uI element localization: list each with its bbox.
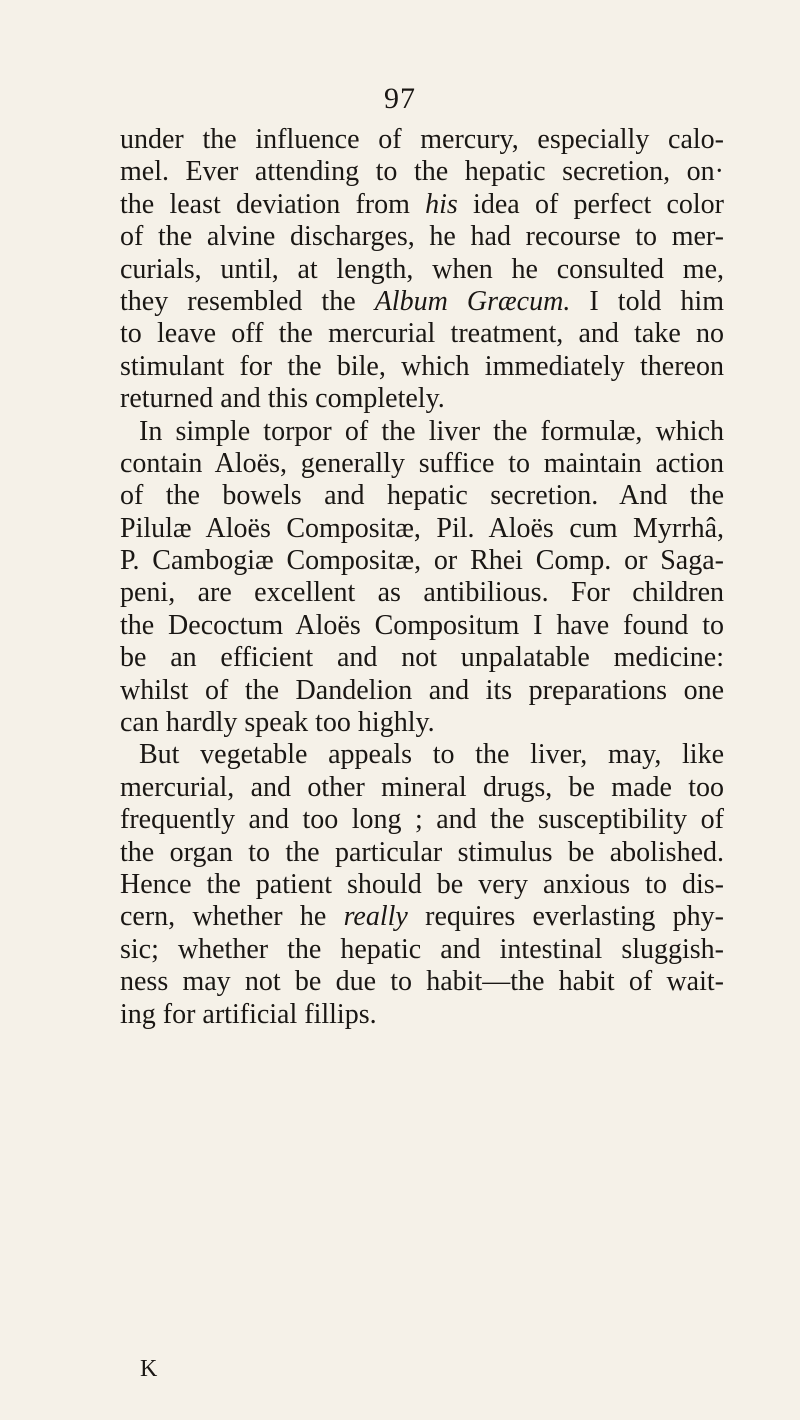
text-run: ness may not be due to habit—the habit of wait- [120, 966, 724, 998]
text-run: under the influence of mercury, especially calo- [120, 124, 724, 155]
text-run: of the bowels and hepatic secretion. And the [120, 480, 724, 512]
text-line [120, 804, 724, 836]
text-line [120, 416, 724, 448]
text-run: be an efficient and not unpalatable medicine: [120, 642, 724, 674]
text-line [120, 999, 724, 1031]
text-run: can hardly speak too highly. [120, 707, 435, 739]
text-run: sic; whether the hepatic and intestinal sluggish- [120, 933, 724, 965]
text-line [120, 577, 724, 609]
text-line [120, 869, 724, 901]
signature-mark: K [140, 1356, 158, 1382]
text-run: Hence the patient should be very anxious to dis- [120, 868, 724, 900]
text-line [120, 480, 724, 512]
text-run: the organ to the particular stimulus be abolished. [120, 836, 724, 868]
text-run: stimulant for the bile, which immediately thereon [120, 350, 724, 382]
text-run: to leave off the mercurial treatment, and take no [120, 318, 724, 350]
text-run: Pilulæ Aloës Compositæ, Pil. Aloës cum Myrrhâ, [120, 512, 724, 544]
text-run: But vegetable appeals to the liver, may, like [139, 739, 724, 771]
text-line [120, 772, 724, 804]
body-text [120, 124, 724, 1031]
text-run: ing for artificial fillips. [120, 998, 377, 1030]
text-line [120, 221, 724, 253]
text-run: whilst of the Dandelion and its preparations one [120, 674, 724, 706]
text-line [120, 901, 724, 933]
text-line [120, 545, 724, 577]
text-run: idea of perfect color [457, 188, 724, 220]
text-run: the least deviation from [120, 188, 426, 220]
text-line [120, 675, 724, 707]
text-line [120, 254, 724, 286]
text-run: In simple torpor of the liver the formulæ, which [139, 415, 724, 447]
text-line [120, 189, 724, 221]
text-line [120, 156, 724, 188]
text-line [120, 610, 724, 642]
text-run: of the alvine discharges, he had recourse to mer- [120, 221, 724, 253]
text-line [120, 286, 724, 318]
text-run: P. Cambogiæ Compositæ, or Rhei Comp. or Saga- [120, 545, 724, 577]
text-run: returned and this completely. [120, 383, 445, 415]
text-run: curials, until, at length, when he consulted me, [120, 253, 724, 285]
text-line [120, 642, 724, 674]
italic-text: Album Græcum. [374, 285, 571, 317]
italic-text: his [425, 188, 458, 220]
text-run: mercurial, and other mineral drugs, be made too [120, 771, 724, 803]
text-run: peni, are excellent as antibilious. For children [120, 577, 724, 609]
text-run: requires everlasting phy- [407, 901, 724, 933]
text-run: I told him [570, 285, 724, 317]
text-line [120, 837, 724, 869]
text-line [120, 318, 724, 350]
text-line [120, 124, 724, 156]
text-run: frequently and too long ; and the susceptibility of [120, 804, 724, 836]
text-run: contain Aloës, generally suffice to maintain action [120, 447, 724, 479]
text-run: cern, whether he [120, 901, 344, 933]
text-run: the Decoctum Aloës Compositum I have found to [120, 609, 724, 641]
text-line [120, 739, 724, 771]
italic-text: really [343, 901, 408, 933]
text-run: they resembled the [120, 285, 375, 317]
text-line [120, 383, 724, 415]
text-line [120, 934, 724, 966]
text-line [120, 448, 724, 480]
text-line [120, 707, 724, 739]
text-line [120, 351, 724, 383]
text-run: mel. Ever attending to the hepatic secretion, on· [120, 156, 724, 188]
text-line [120, 966, 724, 998]
text-line [120, 513, 724, 545]
page-number: 97 [384, 82, 416, 115]
